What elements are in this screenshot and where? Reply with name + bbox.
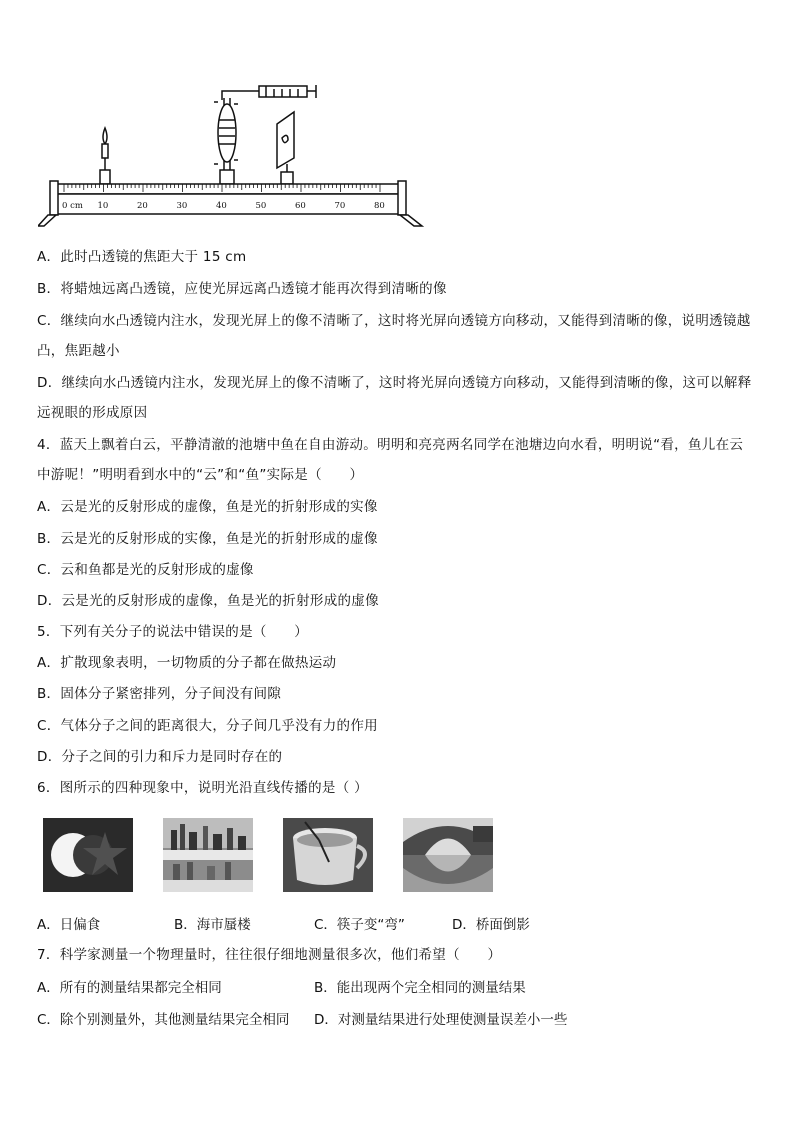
ruler-label: 80 [374,201,385,211]
bridge-reflection-photo [403,818,493,892]
q5-option-c: C．气体分子之间的距离很大，分子间几乎没有力的作用 [37,718,378,734]
q4-option-b: B．云是光的反射形成的实像，鱼是光的折射形成的虚像 [37,531,378,547]
optical-bench-figure [38,80,428,230]
q7-option-b: B．能出现两个完全相同的测量结果 [314,980,526,996]
q6-stem: 6．图所示的四种现象中，说明光沿直线传播的是（ ） [37,780,368,796]
water-lens-icon [214,98,238,184]
q4-stem-line2: 中游呢！”明明看到水中的“云”和“鱼”实际是（ ） [37,467,364,483]
q3-option-d-line1: D．继续向水凸透镜内注水，发现光屏上的像不清晰了，这时将光屏向透镜方向移动，又能得到清晰的像，这可以解释 [37,375,752,391]
q7-option-a: A．所有的测量结果都完全相同 [37,980,222,996]
q5-option-d: D．分子之间的引力和斥力是同时存在的 [37,749,283,765]
screen-icon [277,112,294,184]
q7-options-row1 [37,976,737,996]
q4-option-a: A．云是光的反射形成的虚像，鱼是光的折射形成的实像 [37,499,378,515]
solar-eclipse-photo [43,818,133,892]
q5-option-a: A．扩散现象表明，一切物质的分子都在做热运动 [37,655,337,671]
q3-option-d-line2: 远视眼的形成原因 [37,405,148,421]
ruler-label: 0 cm [62,201,83,211]
q7-option-d: D．对测量结果进行处理使测量误差小一些 [314,1012,568,1028]
ruler-label: 10 [97,201,109,211]
q3-option-a: A．此时凸透镜的焦距大于 15 cm [37,249,247,265]
q6-options [37,913,737,933]
q6-option-c: C．筷子变“弯” [314,917,405,933]
q7-options-row2 [37,1008,737,1028]
ruler-label: 50 [255,201,267,211]
ruler-label: 60 [295,201,306,211]
candle-icon [100,128,110,184]
q7-stem: 7．科学家测量一个物理量时，往往很仔细地测量很多次，他们希望（ ） [37,947,502,963]
syringe-icon [222,85,316,100]
q6-option-b: B．海市蜃楼 [174,917,251,933]
q6-option-a: A．日偏食 [37,917,101,933]
ruler-label: 70 [334,201,346,211]
ruler-label: 20 [137,201,148,211]
q3-option-c-line1: C．继续向水凸透镜内注水，发现光屏上的像不清晰了，这时将光屏向透镜方向移动，又能得到清晰的像，说明透镜越 [37,313,751,329]
q5-stem: 5．下列有关分子的说法中错误的是（ ） [37,624,309,640]
mirage-photo [163,818,253,892]
ruler-label: 30 [176,201,188,211]
q3-option-b: B．将蜡烛远离凸透镜，应使光屏远离凸透镜才能再次得到清晰的像 [37,281,447,297]
q4-option-d: D．云是光的反射形成的虚像，鱼是光的折射形成的虚像 [37,593,379,609]
bent-chopsticks-photo [283,818,373,892]
q5-option-b: B．固体分子紧密排列，分子间没有间隙 [37,686,282,702]
q7-option-c: C．除个别测量外，其他测量结果完全相同 [37,1012,290,1028]
q6-option-d: D．桥面倒影 [452,917,530,933]
q3-option-c-line2: 凸，焦距越小 [37,343,120,359]
ruler-label: 40 [216,201,227,211]
q4-stem-line1: 4．蓝天上飘着白云，平静清澈的池塘中鱼在自由游动。明明和亮亮两名同学在池塘边向水看，明明说“看，鱼儿在云 [37,437,744,453]
q4-option-c: C．云和鱼都是光的反射形成的虚像 [37,562,254,578]
